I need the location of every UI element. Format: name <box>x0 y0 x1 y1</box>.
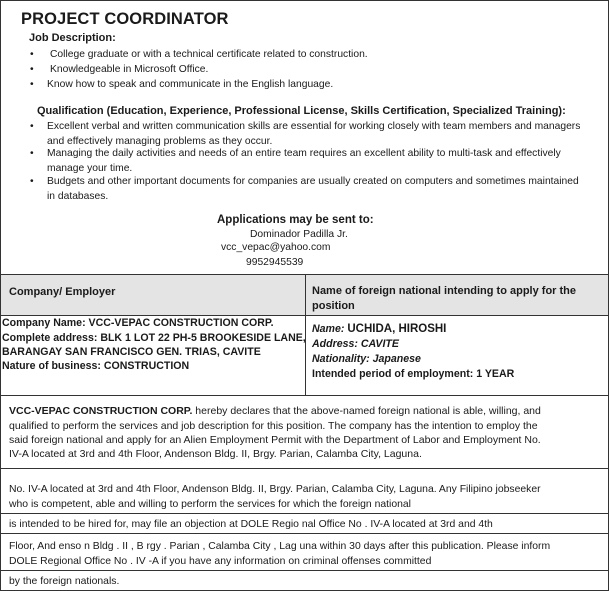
job-description-heading: Job Description: <box>29 32 116 44</box>
contact-name: Dominador Padilla Jr. <box>250 229 348 240</box>
applications-heading: Applications may be sent to: <box>217 214 374 226</box>
list-item: • Know how to speak and communicate in the English language. <box>30 79 334 90</box>
notice-line: who is competent, able and willing to perform the services for which the foreign national <box>9 499 411 510</box>
declaration-line: qualified to perform the services and job description for this position. The company has the intention to employ the <box>9 420 538 432</box>
list-item: • College graduate or with a technical certificate related to construction. <box>30 49 368 60</box>
contact-email: vcc_vepac@yahoo.com <box>221 242 331 253</box>
foreign-nationality: Nationality: Japanese <box>312 353 421 365</box>
declaration-line: said foreign national and apply for an Alien Employment Permit with the Department of Labor and Employment No. <box>9 434 541 446</box>
page-title: PROJECT COORDINATOR <box>21 10 229 28</box>
declaration-box <box>1 395 608 469</box>
declaration-line: IV-A located at 3rd and 4th Floor, Andenson Bldg. II, Brgy. Parian, Calamba City, Laguna. <box>9 448 422 460</box>
company-address-line2: BARANGAY SAN FRANCISCO GEN. TRIAS, CAVITE <box>2 346 261 358</box>
foreign-name: Name: UCHIDA, HIROSHI <box>312 323 447 335</box>
header-company-employer: Company/ Employer <box>9 286 116 298</box>
employer-table <box>1 274 608 396</box>
notice-line: Floor, And enso n Bldg . II , B rgy . Parian , Calamba City , Lag una within 30 days after this publication. Please inform <box>9 541 551 552</box>
notice-line: No. IV-A located at 3rd and 4th Floor, Andenson Bldg. II, Brgy. Parian, Calamba City, Laguna. Any Filipino jobseeker <box>9 484 541 495</box>
list-item: • Managing the daily activities and needs of an entire team requires an excellent ability to multi-task and effectively manage your time. <box>30 148 561 174</box>
divider <box>1 513 608 514</box>
list-item: • Knowledgeable in Microsoft Office. <box>30 64 209 75</box>
foreign-period: Intended period of employment: 1 YEAR <box>312 368 515 380</box>
divider <box>1 533 608 534</box>
notice-line: is intended to be hired for, may file an objection at DOLE Regio nal Office No . IV-A located at 3rd and 4th <box>9 519 493 530</box>
notice-line: by the foreign nationals. <box>9 576 120 587</box>
company-name: Company Name: VCC-VEPAC CONSTRUCTION CORP. <box>2 317 274 329</box>
divider <box>1 570 608 571</box>
declaration-line: VCC-VEPAC CONSTRUCTION CORP. hereby declares that the above-named foreign national is able, willing, and <box>9 405 541 417</box>
notice-line: DOLE Regional Office No . IV -A if you have any information on criminal offenses committed <box>9 556 432 567</box>
foreign-address: Address: CAVITE <box>312 338 399 350</box>
company-nature: Nature of business: CONSTRUCTION <box>2 360 190 372</box>
contact-phone: 9952945539 <box>246 257 304 268</box>
list-item: • Budgets and other important documents for companies are usually created on computers and sometimes maintained in databases. <box>30 176 579 202</box>
company-address-line1: Complete address: BLK 1 LOT 22 PH-5 BROOKESIDE LANE, <box>2 332 306 344</box>
header-foreign-national: Name of foreign national intending to apply for the position <box>312 285 576 312</box>
list-item: • Excellent verbal and written communication skills are essential for working closely with team members and managers and effectively managing problems as they occur. <box>30 121 581 147</box>
qualification-heading: Qualification (Education, Experience, Professional License, Skills Certification, Specialized Training): <box>37 105 566 117</box>
